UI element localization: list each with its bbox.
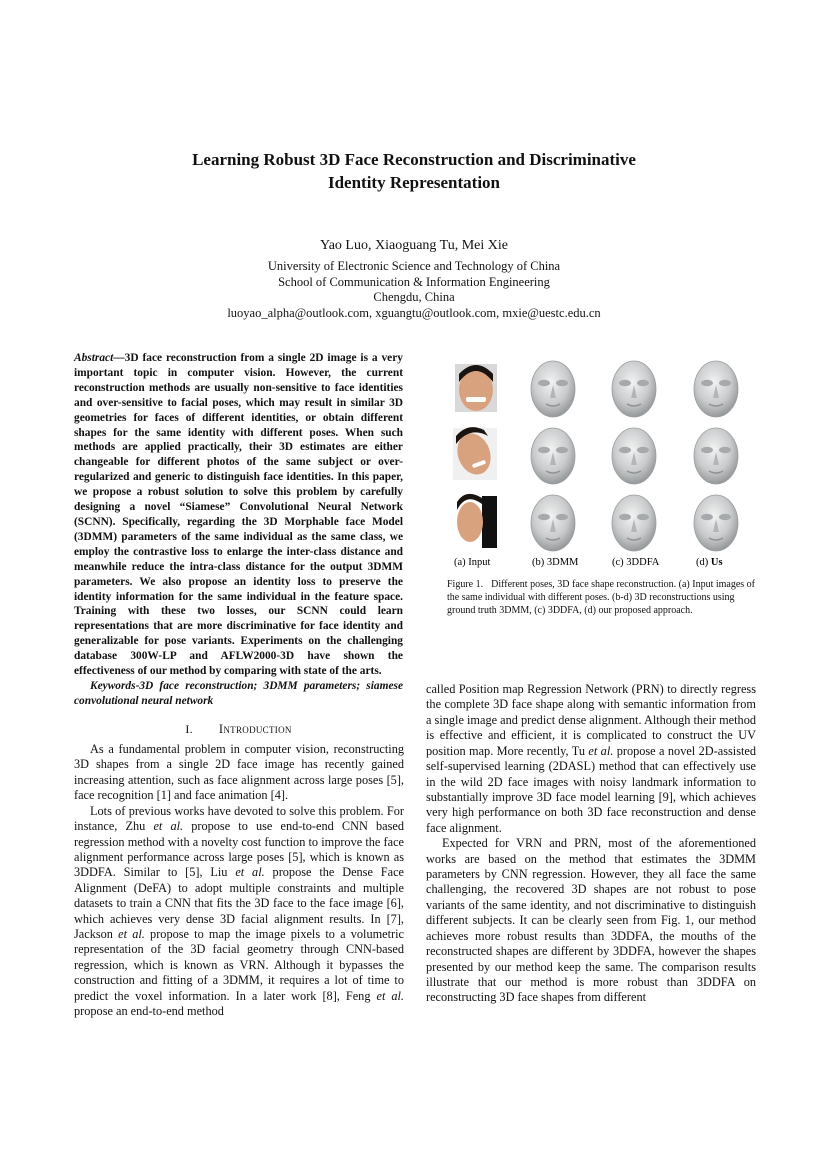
- mesh-3ddfa-pose-1: [612, 361, 656, 417]
- mesh-3dmm-pose-3: [531, 495, 575, 551]
- figure-1-image: [426, 352, 756, 572]
- author-emails: luoyao_alpha@outlook.com, xguangtu@outlook.com, mxie@uestc.edu.cn: [227, 305, 601, 320]
- right-p1-etal: et al.: [588, 743, 614, 758]
- fig-label-3dmm: (b) 3DMM: [532, 557, 579, 568]
- intro-p2-text-a: Lots of previous works have devoted to solve this problem. For instance, Zhu: [74, 803, 404, 834]
- right-paragraph-1: [426, 682, 756, 836]
- mesh-ours-pose-1: [694, 361, 738, 417]
- section-number: I.: [185, 722, 193, 736]
- affiliation-city: Chengdu, China: [373, 290, 455, 304]
- input-photo-turned: [452, 427, 497, 480]
- input-photo-profile: [453, 494, 497, 548]
- figure-1-caption: [447, 578, 757, 618]
- right-paragraph-2: Expected for VRN and PRN, most of the aforementioned works are based on the method that estimates the 3DMM parameters by CNN regression. However, they all face the same challenging, the recovered 3D shapes are not robust to pose variants of the same identity, and not discriminative to distinguish different subjects. It can be clearly seen from Fig. 1, our method achieves more robust results than 3DDFA, the mouths of the reconstructed shapes are different by 3DDFA, however the shapes presented by our method keep the same. The comparison results illustrate that our method is more robust than 3DDFA on reconstructing 3D face shapes from different: [426, 836, 756, 1005]
- caption-text: Different poses, 3D face shape reconstruction. (a) Input images of the same individual with different poses. (b-d) 3D reconstructions using ground truth 3DMM, (c) 3DDFA, (d) our proposed approach.: [447, 579, 755, 617]
- fig-label-us: [696, 557, 723, 568]
- intro-p2-text-e: propose an end-to-end method: [74, 1004, 224, 1019]
- title-line-1: Learning Robust 3D Face Reconstruction and Discriminative: [192, 150, 636, 169]
- caption-label: Figure 1.: [447, 579, 484, 590]
- mesh-ours-pose-3: [694, 495, 738, 551]
- section-heading-introduction: [74, 722, 403, 737]
- intro-paragraph-1: As a fundamental problem in computer vision, reconstructing 3D shapes from a single 2D face image has recently gained increasing attention, such as face alignment across large poses [5], face recognition [1] and face animation [4].: [74, 742, 404, 803]
- affiliation-university: University of Electronic Science and Technology of China: [267, 259, 561, 273]
- intro-left-column: [74, 742, 404, 1020]
- right-p1-text-b: propose a novel 2D-assisted self-supervised learning (2DASL) method that can effectively use in the wild 2D face images with noisy landmark information to substantially improve 3D face model learning [9], which achieves very high performance on both 3D face reconstruction and dense face alignment.: [426, 743, 756, 835]
- intro-p2-text-d: propose to map the image pixels to a volumetric representation of the 3D facial geometry through CNN-based regression, which is known as VRN. Although it bypasses the construction and fitting of a 3DMM, it requires a lot of time to predict the voxel information. In a later work [8], Feng: [74, 927, 405, 1003]
- intro-p2-etal: et al.: [153, 819, 184, 834]
- paper-title: [60, 148, 768, 194]
- abstract: [74, 351, 403, 709]
- mesh-3ddfa-pose-2: [612, 428, 656, 484]
- fig-label-us-bold: Us: [710, 557, 723, 568]
- intro-p2-text-b: propose to use end-to-end CNN based regression method with a novelty cost function to improve the face alignment performance across large poses [5], which is known as 3DDFA. Similar to [5], Liu: [74, 819, 404, 880]
- fig-label-us-prefix: (d): [696, 557, 711, 568]
- intro-right-column: [426, 682, 756, 1006]
- fig-label-3ddfa: (c) 3DDFA: [612, 557, 660, 568]
- fig-label-input: (a) Input: [454, 557, 491, 568]
- abstract-label: Abstract: [74, 352, 114, 364]
- section-name: Introduction: [218, 722, 292, 736]
- authors: Yao Luo, Xiaoguang Tu, Mei Xie: [320, 238, 508, 253]
- mesh-3dmm-pose-2: [531, 428, 575, 484]
- intro-p2-etal: et al.: [118, 927, 145, 942]
- abstract-text: —3D face reconstruction from a single 2D image is a very important topic in computer vision. However, the current reconstruction methods are usually non-sensitive to face identities and over-sensitive to facial poses, which may result in similar 3D geometries for faces of different identities, or obtain different shapes for the same identity with different poses. When such methods are applied practically, their 3D estimates are either changeable for different photos of the same subject or over-regularized and generic to distinguish face identities. In this paper, we propose a robust solution to solve this problem by carefully designing a novel “Siamese” Convolutional Neural Network (SCNN). Specifically, regarding the 3D Morphable face Model (3DMM) parameters of the same individual as the same class, we employ the contrastive loss to enlarge the inter-class distance and meanwhile reduce the intra-class distance for the output 3DMM parameters. We also propose an identity loss to preserve the identity information for the same individual in the feature space. Training with these two losses, our SCNN could learn representations that are more discriminative for face identity and generalizable for pose variants. Experiments on the challenging database 300W-LP and AFLW2000-3D have shown the effectiveness of our method by comparing with state of the arts.: [74, 352, 403, 678]
- mesh-3ddfa-pose-3: [612, 495, 656, 551]
- abstract-paragraph: [74, 351, 403, 679]
- intro-p2-etal: et al.: [235, 865, 265, 880]
- mesh-3dmm-pose-1: [531, 361, 575, 417]
- intro-p2-text-c: propose the Dense Face Alignment (DeFA) to adopt multiple constraints and multiple datasets to train a CNN that fits the 3D face to the face image [6], which achieves very dense 3D facial alignment results. In [7], Jackson: [74, 865, 404, 942]
- affiliation-school: School of Communication & Information Engineering: [278, 274, 550, 289]
- keywords: Keywords-3D face reconstruction; 3DMM parameters; siamese convolutional neural network: [74, 679, 403, 707]
- caption-paragraph: [447, 578, 757, 618]
- figure-1: [426, 352, 756, 572]
- intro-paragraph-2: [74, 804, 404, 1020]
- mesh-ours-pose-2: [694, 428, 738, 484]
- input-photo-frontal: [455, 364, 497, 412]
- title-line-2: Identity Representation: [327, 173, 501, 192]
- intro-p2-etal: et al.: [376, 988, 405, 1003]
- right-p1-text-a: called Position map Regression Network (PRN) to directly regress the complete 3D face shape along with semantic information from a single image and predict dense alignment. Although their method is effective and efficient, it is complicated to construct the UV position map. More recently, Tu: [426, 682, 756, 758]
